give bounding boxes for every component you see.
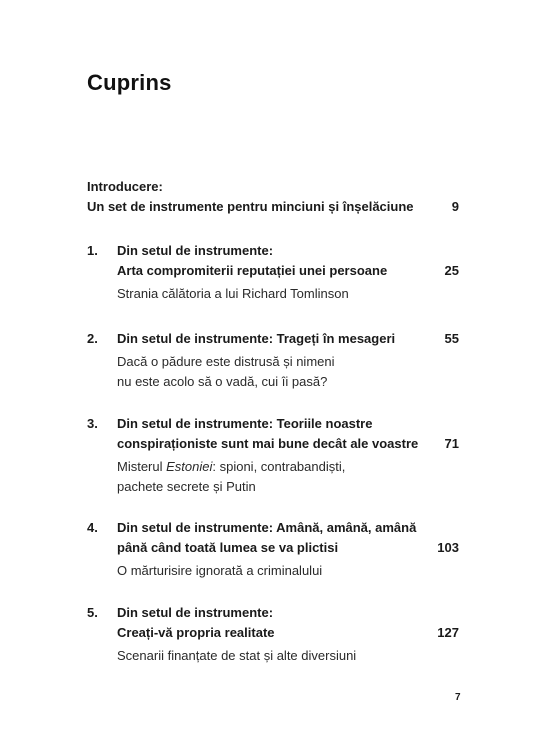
folio-page-number: 7: [455, 692, 461, 703]
page-number: 25: [444, 263, 459, 278]
chapter-heading-line: Din setul de instrumente: Teoriile noastre: [117, 416, 373, 431]
page-number: 103: [437, 540, 459, 555]
chapter-heading-line: conspiraționiste sunt mai bune decât ale voastre: [117, 436, 419, 451]
toc-entry-chapter-4[interactable]: [87, 518, 459, 581]
chapter-subtitle: nu este acolo să o vadă, cui îi pasă?: [117, 374, 328, 389]
intro-heading: Un set de instrumente pentru minciuni și înșelăciune: [87, 199, 414, 214]
chapter-heading-line: Din setul de instrumente:: [117, 605, 274, 620]
page-number: 55: [444, 331, 459, 346]
chapter-number: 4.: [87, 520, 98, 535]
chapter-number: 1.: [87, 243, 98, 258]
chapter-subtitle: Dacă o pădure este distrusă și nimeni: [117, 354, 335, 369]
page-title: Cuprins: [87, 70, 172, 95]
chapter-number: 5.: [87, 605, 98, 620]
chapter-heading-line: până când toată lumea se va plictisi: [117, 540, 339, 555]
page-number: 9: [451, 199, 459, 214]
chapter-subtitle: [117, 457, 345, 477]
page-number: 71: [444, 436, 459, 451]
chapter-heading-line: Din setul de instrumente:: [117, 243, 274, 258]
chapter-heading-line: Din setul de instrumente: Trageți în mesageri: [117, 331, 396, 346]
intro-label: Introducere:: [87, 179, 163, 194]
chapter-subtitle: Strania călătoria a lui Richard Tomlinson: [117, 286, 349, 301]
toc-entry-chapter-1[interactable]: [87, 241, 459, 304]
toc-entry-intro[interactable]: [87, 177, 459, 217]
toc-entry-chapter-3[interactable]: [87, 414, 459, 497]
toc-entry-chapter-5[interactable]: [87, 603, 459, 666]
subtitle-prefix: Misterul: [117, 459, 167, 474]
chapter-subtitle: Scenarii finanțate de stat și alte diversiuni: [117, 648, 357, 663]
chapter-heading-line: Arta compromiterii reputației unei persoane: [117, 263, 388, 278]
chapter-number: 3.: [87, 416, 98, 431]
chapter-subtitle: O mărturisire ignorată a criminalului: [117, 563, 323, 578]
subtitle-italic: Estoniei: [166, 459, 213, 474]
page-number: 127: [437, 625, 459, 640]
chapter-heading-line: Creați-vă propria realitate: [117, 625, 275, 640]
toc-entry-chapter-2[interactable]: [87, 329, 459, 392]
subtitle-suffix: : spioni, contrabandiști,: [212, 459, 346, 474]
chapter-subtitle: pachete secrete și Putin: [117, 479, 256, 494]
chapter-number: 2.: [87, 331, 98, 346]
chapter-heading-line: Din setul de instrumente: Amână, amână, amână: [117, 520, 417, 535]
